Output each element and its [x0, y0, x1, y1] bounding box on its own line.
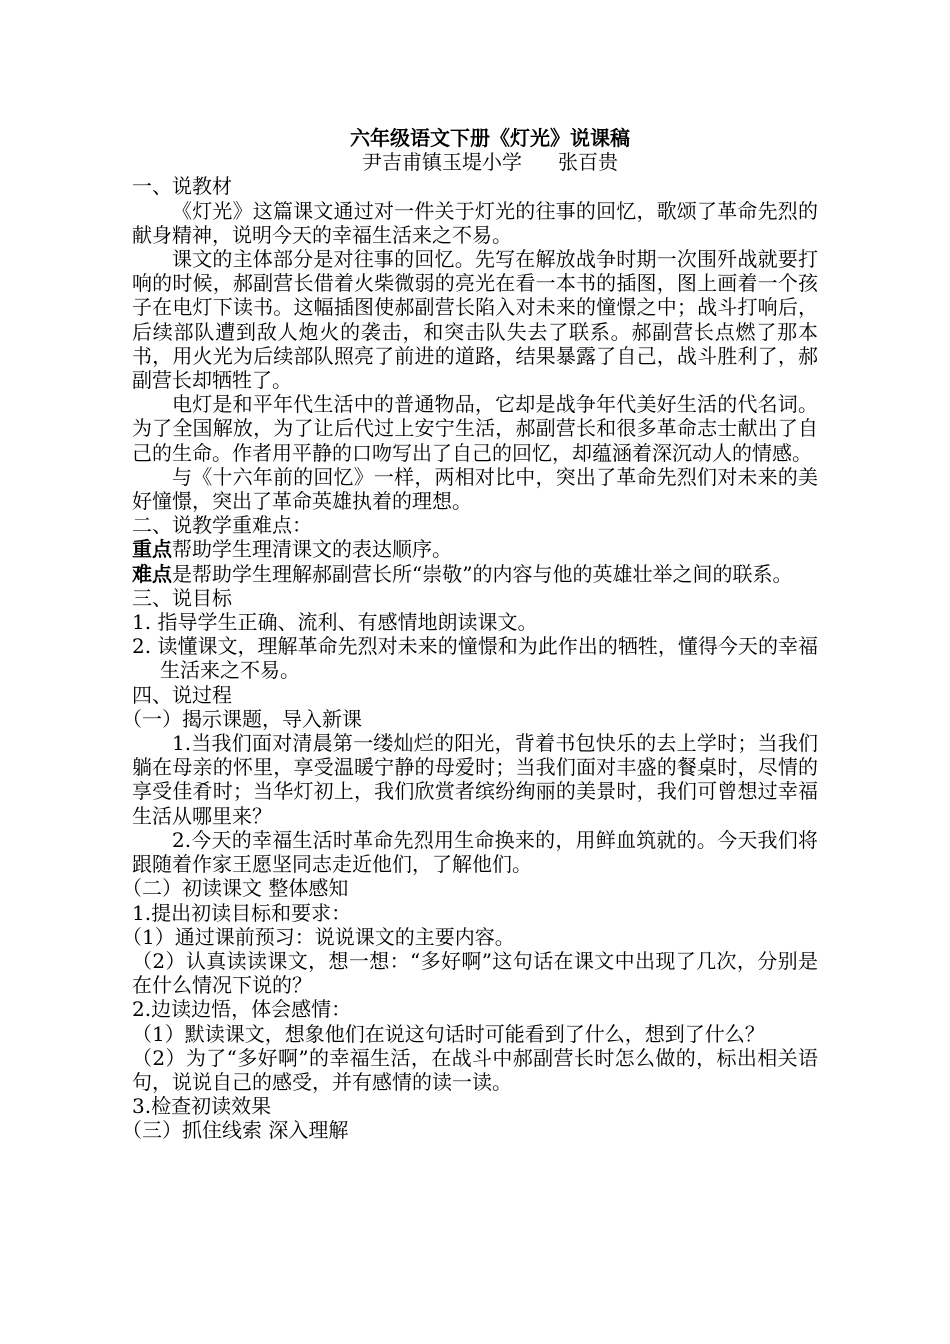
paragraph: 1.当我们面对清晨第一缕灿烂的阳光，背着书包快乐的去上学时；当我们躺在母亲的怀里，享受温暖宁静的母爱时；当我们面对丰盛的餐桌时，尽情的享受佳肴时；当华灯初上，我们欣赏者缤纷绚丽的美景时，我们可曾想过幸福生活从哪里来？ [132, 731, 818, 828]
author-school: 尹吉甫镇玉堤小学 [362, 150, 522, 175]
paragraph: 与《十六年前的回忆》一样，两相对比中，突出了革命先烈们对未来的美好憧憬，突出了革命英雄执着的理想。 [132, 464, 818, 514]
key-point-text: 帮助学生理清课文的表达顺序。 [172, 537, 452, 562]
section-heading-goals: 三、说目标 [132, 585, 232, 610]
goal-item: 2. 读懂课文，理解革命先烈对未来的憧憬和为此作出的牺牲，懂得今天的幸福生活来之不易。 [132, 634, 818, 683]
list-item: （1）默读课文，想象他们在说这句话时可能看到了什么，想到了什么？ [132, 1021, 765, 1046]
paragraph: 电灯是和平年代生活中的普通物品，它却是战争年代美好生活的代名词。为了全国解放，为了让后代过上安宁生活，郝副营长和很多革命志士献出了自己的生命。作者用平静的口吻写出了自己的回忆，却蕴涵着深沉动人的情感。 [132, 392, 818, 465]
paragraph: 《灯光》这篇课文通过对一件关于灯光的往事的回忆，歌颂了革命先烈的献身精神，说明今天的幸福生活来之不易。 [132, 198, 818, 247]
paragraph: 课文的主体部分是对往事的回忆。先写在解放战争时期一次围歼战就要打响的时候，郝副营长借着火柴微弱的亮光在看一本书的插图，图上画着一个孩子在电灯下读书。这幅插图使郝副营长陷入对未来的憧憬之中；战斗打响后，后续部队遭到敌人炮火的袭击，和突击队失去了联系。郝副营长点燃了那本书，用火光为后续部队照亮了前进的道路，结果暴露了自己，战斗胜利了，郝副营长却牺牲了。 [132, 247, 818, 393]
difficult-point-text: 是帮助学生理解郝副营长所“崇敬”的内容与他的英雄壮举之间的联系。 [172, 561, 793, 586]
list-item: 3.检查初读效果 [132, 1094, 272, 1119]
section-heading-key-points: 二、说教学重难点： [132, 513, 312, 538]
author-line [162, 150, 818, 174]
document-page [122, 126, 818, 1143]
key-point [132, 537, 818, 561]
difficult-point-label: 难点 [132, 561, 172, 586]
list-item: 2.边读边悟，体会感情： [132, 997, 352, 1022]
subsection-heading: （三）抓住线索 深入理解 [122, 1118, 349, 1143]
document-title: 六年级语文下册《灯光》说课稿 [350, 126, 630, 150]
author-name: 张百贵 [558, 150, 618, 175]
paragraph: 2.今天的幸福生活时革命先烈用生命换来的，用鲜血筑就的。今天我们将跟随着作家王愿坚同志走近他们，了解他们。 [132, 827, 818, 877]
section-heading-textbook: 一、说教材 [132, 174, 232, 199]
subsection-heading: （二）初读课文 整体感知 [122, 876, 349, 901]
section-heading-process: 四、说过程 [132, 682, 232, 707]
list-item: （2）为了“多好啊”的幸福生活，在战斗中郝副营长时怎么做的，标出相关语句，说说自己的感受，并有感情的读一读。 [132, 1045, 818, 1094]
list-item: （1）通过课前预习：说说课文的主要内容。 [122, 924, 515, 949]
subsection-heading: （一）揭示课题，导入新课 [122, 706, 362, 731]
difficult-point [132, 562, 818, 586]
key-point-label: 重点 [132, 537, 172, 562]
list-item: 1.提出初读目标和要求： [132, 900, 352, 925]
goal-item: 1. 指导学生正确、流利、有感情地朗读课文。 [132, 610, 538, 635]
list-item: （2）认真读读课文，想一想：“多好啊”这句话在课文中出现了几次，分别是在什么情况下说的？ [132, 948, 818, 998]
